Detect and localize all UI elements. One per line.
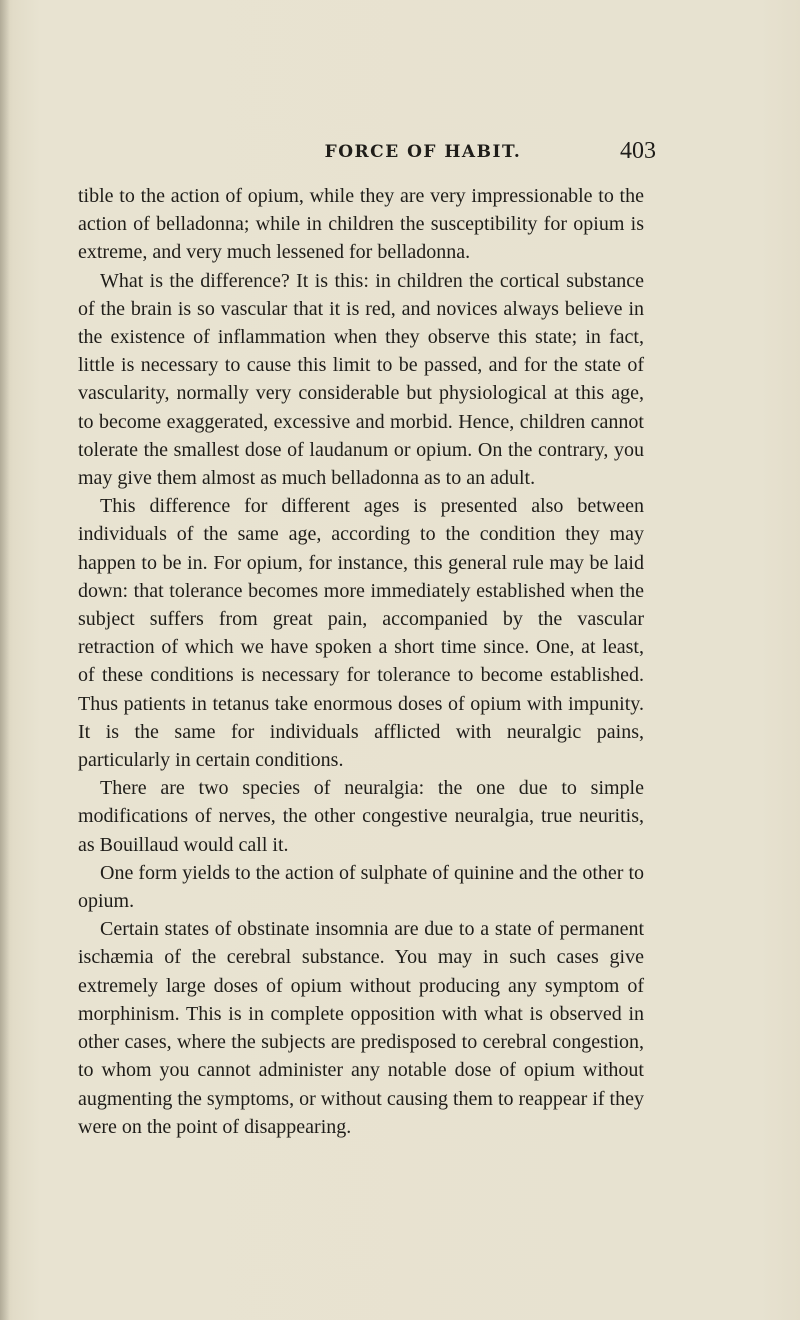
running-head-title: FORCE OF HABIT. — [324, 142, 522, 162]
paragraph-5: One form yields to the action of sulphate of quinine and the other to opium. — [78, 861, 644, 913]
paragraph-3: This difference for different ages is presented also between individuals of the same age, according to the condition they may happen to be in. For opium, for instance, this general rule may be laid down: that tolerance becomes more immediately established when the subject suffers from great pain, accompanied by the vascular retraction of which we have spoken a short time since. One, at least, of these conditions is necessary for tolerance to become established. Thus patients in tetanus take enormous doses of opium with impunity. It is the same for individuals afflicted with neuralgic pains, particularly in certain conditions. — [78, 495, 644, 772]
paragraph-2: What is the difference? It is this: in children the cortical substance of the brain is so vascular that it is red, and novices always believe in the existence of inflammation when they observe this state; in fact, little is necessary to cause this limit to be passed, and for the state of vascularity, normally very considerable but physiological at this age, to become exaggerated, excessive and morbid. Hence, children cannot tolerate the smallest dose of laudanum or opium. On the contrary, you may give them almost as much belladonna as to an adult. — [78, 269, 644, 490]
page-number: 403 — [620, 138, 656, 164]
paragraph-1: tible to the action of opium, while they are very impressionable to the action of belladonna; while in children the susceptibility for opium is extreme, and very much lessened for belladonna. — [78, 185, 644, 264]
paragraph-4: There are two species of neuralgia: the one due to simple modifications of nerves, the other congestive neuralgia, true neuritis, as Bouillaud would call it. — [78, 777, 644, 856]
body-text — [78, 182, 644, 1141]
gutter-shadow — [0, 0, 10, 1320]
running-head — [78, 138, 656, 170]
paragraph-6: Certain states of obstinate insomnia are due to a state of permanent ischæmia of the cerebral substance. You may in such cases give extremely large doses of opium without producing any symptom of morphinism. This is in complete opposition with what is observed in other cases, where the subjects are predisposed to cerebral congestion, to whom you cannot administer any notable dose of opium without augmenting the symptoms, or without causing them to reappear if they were on the point of disappearing. — [78, 918, 644, 1138]
